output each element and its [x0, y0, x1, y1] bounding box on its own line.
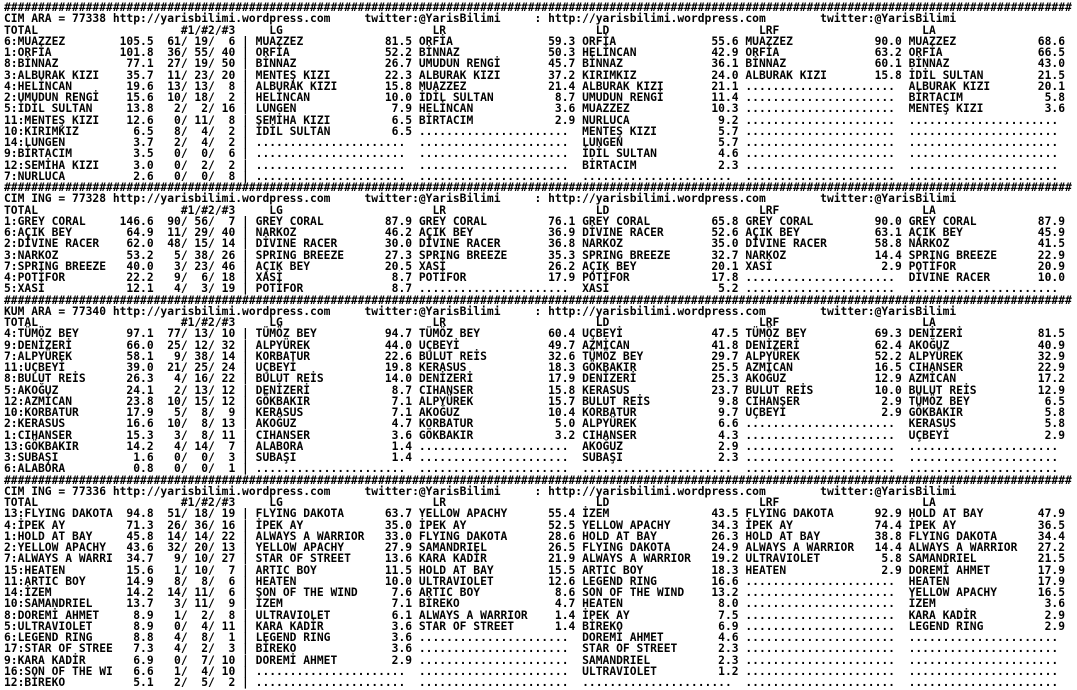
table-row: 8:BİNNAZ 77.1 27/ 19/ 50 | BİNNAZ 26.7 UMUDUN RENGİ 45.7 BİNNAZ 36.1 BİNNAZ 60.1 BİNNAZ 43.0: [4, 57, 1072, 71]
section-title-line: CIM ING = 77336 http://yarisbilimi.wordpress.com twitter:@YarisBilimi : http://yarisbilimi.wordpress.com twitter:@YarisBilimi: [4, 484, 957, 498]
table-row: 11:UÇBEYİ 39.0 21/ 25/ 24 | UÇBEYİ 19.8 KERASUS 18.3 GÖKBAKIR 25.5 AZMİCAN 16.5 CIHANSER 22.9: [4, 361, 1072, 374]
section-title-line: KUM ARA = 77340 http://yarisbilimi.wordpress.com twitter:@YarisBilimi : http://yarisbilimi.wordpress.com twitter:@YarisBilimi: [4, 304, 957, 318]
table-row: 5:ULTRAVIOLET 8.9 0/ 4/ 11 | KARA KADİR 3.6 STAR OF STREET 1.4 BİREKO 6.9 ...................... LEGEND RING 2.9: [4, 619, 1072, 633]
table-row: 13:GÖKBAKIR 14.2 4/ 14/ 7 | ALABORA 1.4 ...................... AKOĞUZ 2.9 ...................... ......................: [4, 439, 1072, 453]
column-header-line: TOTAL #1/#2/#3 LG LR LD LRF LA: [4, 23, 936, 37]
table-row: 6:MUAZZEZ 105.5 61/ 19/ 6 | MUAZZEZ 81.5 ORFİA 59.3 ORFİA 55.6 MUAZZEZ 90.0 MUAZZEZ 68.6: [4, 34, 1072, 48]
table-row: 9:DENİZERİ 66.0 25/ 12/ 32 | ALPYÜREK 44.0 UÇBEYİ 49.7 AZMİCAN 41.8 DENİZERİ 62.4 AKOĞUZ 40.9: [4, 338, 1072, 352]
section-cim-ing-77336: [4, 475, 1077, 689]
table-row: 12:SEMİHA KIZI 3.0 0/ 2/ 2 | ...................... ...................... BİRTACIM 2.3 ...................... ......................: [4, 158, 1072, 172]
section-cim-ara-77338: [4, 2, 1077, 182]
section-kum-ara-77340: [4, 295, 1077, 475]
separator-line: #############################################################################################################################################################: [4, 473, 1072, 487]
table-row: 14:İZEM 14.2 14/ 11/ 6 | SON OF THE WIND 7.6 ARTIC BOY 8.6 SON OF THE WIND 13.2 ...................... YELLOW APACHY 16.5: [4, 586, 1072, 599]
table-row: 4:TÜMÖZ BEY 97.1 77/ 13/ 10 | TÜMÖZ BEY 94.7 TÜMÖZ BEY 60.4 UÇBEYİ 47.5 TÜMÖZ BEY 69.3 DENİZERİ 81.5: [4, 327, 1072, 341]
table-row: 9:BİRTACIM 3.5 0/ 0/ 6 | ...................... ...................... İDİL SULTAN 4.6 ...................... ......................: [4, 147, 1072, 161]
table-row: 1:ORFİA 101.8 36/ 55/ 40 | ORFİA 52.2 BİNNAZ 50.3 HELİNCAN 42.9 ORFİA 63.2 ORFİA 66.5: [4, 46, 1072, 59]
table-row: 13:FLYING DAKOTA 94.8 51/ 18/ 19 | FLYING DAKOTA 63.7 YELLOW APACHY 55.4 İZEM 43.5 FLYING DAKOTA 92.9 HOLD AT BAY 47.9: [4, 507, 1072, 521]
table-row: 7:NURLUCA 2.6 0/ 0/ 8 | ...................... ...................... ...................... ...................... ......................: [4, 169, 1072, 183]
table-row: 8:DOREMİ AHMET 8.9 1/ 2/ 8 | ULTRAVIOLET 6.1 ALWAYS A WARRIOR 1.4 İPEK AY 7.5 ...................... KARA KADİR 2.9: [4, 608, 1072, 622]
table-row: 1:GREY CORAL 146.6 90/ 56/ 7 | GREY CORAL 87.9 GREY CORAL 76.1 GREY CORAL 65.8 GREY CORAL 90.0 GREY CORAL 87.9: [4, 214, 1072, 228]
table-row: 6:ALABORA 0.8 0/ 0/ 1 | ...................... ...................... ...................... ...................... ......................: [4, 462, 1072, 476]
separator-line: #############################################################################################################################################################: [4, 181, 1072, 194]
table-row: 10:SAMANDRIEL 13.7 3/ 11/ 9 | İZEM 7.1 BİREKO 4.7 HEATEN 8.0 ...................... İZEM 3.6: [4, 597, 1072, 611]
table-row: 2:YELLOW APACHY 43.6 32/ 20/ 13 | YELLOW APACHY 27.9 SAMANDRIEL 26.5 FLYING DAKOTA 24.9 ALWAYS A WARRIOR 14.4 ALWAYS A WARRIOR 27.2: [4, 541, 1072, 554]
table-row: 3:SUBAŞI 1.6 0/ 0/ 3 | SUBAŞI 1.4 ...................... SUBAŞI 2.3 ...................... ......................: [4, 451, 1072, 464]
table-row: 16:SON OF THE WI 6.6 1/ 4/ 10 | ...................... ...................... ULTRAVIOLET 1.2 ...................... ......................: [4, 664, 1072, 678]
table-row: 9:KARA KADİR 6.9 0/ 7/ 10 | DOREMİ AHMET 2.9 ...................... SAMANDRIEL 2.3 ...................... ......................: [4, 653, 1072, 667]
column-header-line: TOTAL #1/#2/#3 LG LR LD LRF LA: [4, 496, 936, 509]
table-row: 5:İDİL SULTAN 13.8 2/ 2/ 16 | LUNGEN 7.9 HELİNCAN 3.6 MUAZZEZ 10.3 ...................... MENTEŞ KIZI 3.6: [4, 102, 1072, 116]
table-row: 12:AZMİCAN 23.8 10/ 15/ 12 | GÖKBAKIR 7.1 ALPYÜREK 15.7 BULUT REİS 9.8 CIHANSER 2.9 TÜMÖZ BEY 6.5: [4, 394, 1072, 408]
section-title-line: CIM ARA = 77338 http://yarisbilimi.wordpress.com twitter:@YarisBilimi : http://yarisbilimi.wordpress.com twitter:@YarisBilimi: [4, 12, 957, 26]
table-row: 8:BULUT REİS 26.3 4/ 16/ 22 | BULUT REİS 14.0 DENİZERİ 17.9 DENİZERİ 25.3 AKOĞUZ 12.9 AZMİCAN 17.2: [4, 372, 1072, 386]
table-row: 3:ALBURAK KIZI 35.7 11/ 23/ 20 | MENTEŞ KIZI 22.3 ALBURAK KIZI 37.2 KIRIMKIZ 24.0 ALBURAK KIZI 15.8 İDİL SULTAN 21.5: [4, 68, 1072, 82]
table-row: 7:SPRING BREEZE 40.0 3/ 23/ 46 | AÇIK BEY 20.5 XASİ 26.2 AÇIK BEY 20.1 XASİ 2.9 POTİFOR 20.9: [4, 259, 1072, 273]
table-row: 3:NARKOZ 53.2 5/ 38/ 26 | SPRING BREEZE 27.3 SPRING BREEZE 35.3 SPRING BREEZE 32.7 NARKOZ 14.4 SPRING BREEZE 22.9: [4, 248, 1072, 262]
table-row: 6:LEGEND RING 8.8 4/ 8/ 1 | LEGEND RING 3.6 ...................... DOREMİ AHMET 4.6 ...................... ......................: [4, 631, 1072, 644]
table-row: 17:STAR OF STREE 7.3 4/ 2/ 3 | BİREKO 3.6 ...................... STAR OF STREET 2.3 ...................... ......................: [4, 642, 1072, 656]
table-row: 11:MENTEŞ KIZI 12.6 0/ 11/ 8 | SEMİHA KIZI 6.5 BİRTACIM 2.9 NURLUCA 9.2 ...................... ......................: [4, 113, 1072, 127]
table-row: 6:AÇIK BEY 64.9 11/ 29/ 40 | NARKOZ 46.2 AÇIK BEY 36.9 DİVINE RACER 52.6 AÇIK BEY 63.1 AÇIK BEY 45.9: [4, 226, 1072, 239]
table-row: 7:ALPYÜREK 58.1 9/ 38/ 14 | KORBATUR 22.6 BULUT REİS 32.6 TÜMÖZ BEY 29.7 ALPYÜREK 52.2 ALPYÜREK 32.9: [4, 349, 1072, 363]
table-row: 5:AKOĞUZ 24.1 2/ 13/ 12 | DENİZERİ 8.7 CIHANSER 15.8 KERASUS 23.7 BULUT REİS 10.0 BULUT REİS 12.9: [4, 383, 1072, 397]
column-header-line: TOTAL #1/#2/#3 LG LR LD LRF LA: [4, 203, 936, 217]
table-row: 1:HOLD AT BAY 45.8 14/ 14/ 22 | ALWAYS A WARRIOR 33.0 FLYING DAKOTA 28.6 HOLD AT BAY 26.3 HOLD AT BAY 38.8 FLYING DAKOTA 34.4: [4, 529, 1072, 543]
table-row: 2:UMUDUN RENGİ 15.6 10/ 18/ 2 | HELİNCAN 10.0 İDİL SULTAN 8.7 UMUDUN RENGİ 11.4 ...................... BİRTACIM 5.8: [4, 91, 1072, 104]
table-row: 1:CIHANSER 15.3 3/ 8/ 11 | CIHANSER 3.6 GÖKBAKIR 3.2 CIHANSER 4.3 ...................... UÇBEYİ 2.9: [4, 428, 1072, 442]
separator-line: #############################################################################################################################################################: [4, 293, 1072, 307]
table-row: 7:ALWAYS A WARRI 34.7 9/ 10/ 27 | STAR OF STREET 13.6 KARA KADİR 21.9 ALWAYS A WARRIOR 19.2 ULTRAVIOLET 5.8 SAMANDRIEL 21.5: [4, 552, 1072, 566]
table-row: 4:POTİFOR 22.2 9/ 6/ 18 | XASİ 8.7 POTİFOR 17.9 POTİFOR 17.8 ...................... DİVINE RACER 10.0: [4, 271, 1072, 284]
table-row: 4:HELİNCAN 19.6 13/ 13/ 8 | ALBURAK KIZI 15.8 MUAZZEZ 21.4 ALBURAK KIZI 21.1 ...................... ALBURAK KIZI 20.1: [4, 79, 1072, 93]
section-cim-ing-77328: [4, 182, 1077, 295]
table-row: 12:BİREKO 5.1 2/ 5/ 2 | ...................... ...................... ...................... ...................... ......................: [4, 676, 1072, 689]
table-row: 5:XASİ 12.1 4/ 3/ 19 | POTİFOR 8.7 ...................... XASİ 5.2 ...................... ......................: [4, 282, 1072, 296]
table-row: 11:ARTIC BOY 14.9 8/ 8/ 6 | HEATEN 10.0 ULTRAVIOLET 12.6 LEGEND RING 16.6 ...................... HEATEN 17.9: [4, 574, 1072, 588]
table-row: 15:HEATEN 15.6 1/ 10/ 7 | ARTIC BOY 11.5 HOLD AT BAY 15.5 ARTIC BOY 18.3 HEATEN 2.9 DOREMİ AHMET 17.9: [4, 563, 1072, 577]
table-row: 10:KORBATUR 17.9 5/ 8/ 9 | KERASUS 7.1 AKOĞUZ 10.4 KORBATUR 9.7 UÇBEYİ 2.9 GÖKBAKIR 5.8: [4, 406, 1072, 419]
table-row: 2:KERASUS 16.6 10/ 8/ 13 | AKOĞUZ 4.7 KORBATUR 5.0 ALPYÜREK 6.6 ...................... KERASUS 5.8: [4, 417, 1072, 431]
table-row: 14:LUNGEN 3.7 2/ 4/ 2 | ...................... ...................... LUNGEN 5.7 ...................... ......................: [4, 136, 1072, 149]
table-row: 10:KIRIMKIZ 6.5 8/ 4/ 2 | İDİL SULTAN 6.5 ...................... MENTEŞ KIZI 5.7 ...................... ......................: [4, 124, 1072, 138]
table-row: 4:İPEK AY 71.3 26/ 36/ 16 | İPEK AY 35.0 İPEK AY 52.5 YELLOW APACHY 34.3 İPEK AY 74.4 İPEK AY 36.5: [4, 518, 1072, 532]
separator-line: #############################################################################################################################################################: [4, 1, 1072, 14]
section-title-line: CIM ING = 77328 http://yarisbilimi.wordpress.com twitter:@YarisBilimi : http://yarisbilimi.wordpress.com twitter:@YarisBilimi: [4, 192, 957, 206]
table-row: 2:DİVINE RACER 62.0 48/ 15/ 14 | DİVINE RACER 30.0 DİVINE RACER 36.8 NARKOZ 35.0 DİVINE RACER 58.8 NARKOZ 41.5: [4, 237, 1072, 251]
column-header-line: TOTAL #1/#2/#3 LG LR LD LRF LA: [4, 316, 936, 329]
